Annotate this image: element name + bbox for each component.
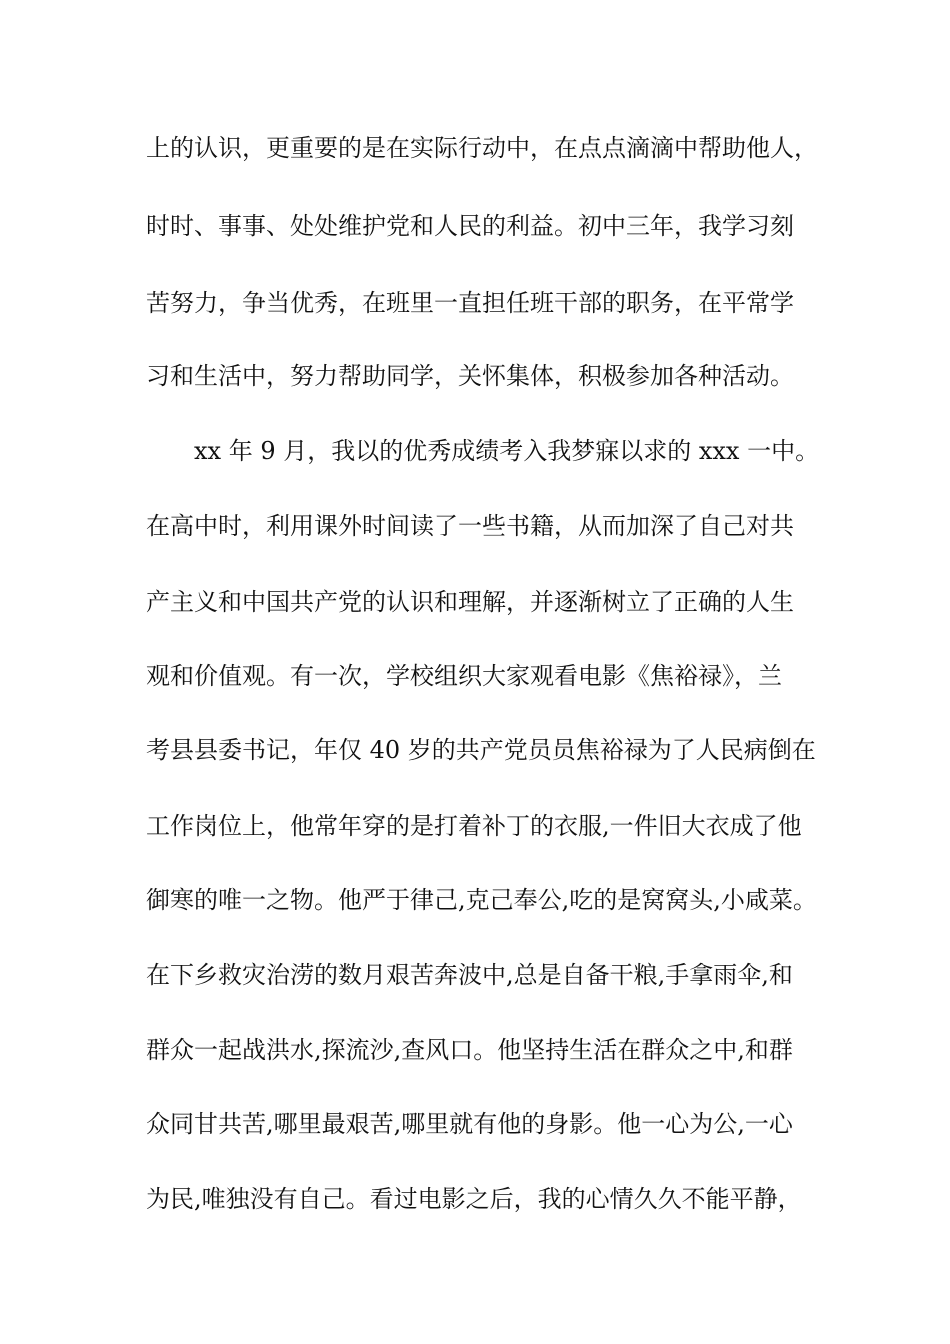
paragraph-line: 群众一起战洪水,探流沙,查风口。他坚持生活在群众之中,和群 <box>146 1036 793 1064</box>
paragraph-line: 习和生活中，努力帮助同学，关怀集体，积极参加各种活动。 <box>146 362 794 390</box>
paragraph-line: 观和价值观。有一次，学校组织大家观看电影《焦裕禄》，兰 <box>146 662 782 690</box>
paragraph-line: 苦努力，争当优秀，在班里一直担任班干部的职务，在平常学 <box>146 289 794 317</box>
paragraph-line: 众同甘共苦,哪里最艰苦,哪里就有他的身影。他一心为公,一心 <box>146 1110 793 1138</box>
paragraph-line: 考县县委书记，年仅 40 岁的共产党员员焦裕禄为了人民病倒在 <box>146 736 816 764</box>
paragraph-line: 工作岗位上，他常年穿的是打着补丁的衣服,一件旧大衣成了他 <box>146 812 802 840</box>
paragraph-line: 产主义和中国共产党的认识和理解，并逐渐树立了正确的人生 <box>146 588 794 616</box>
paragraph-line: 在高中时，利用课外时间读了一些书籍，从而加深了自己对共 <box>146 512 794 540</box>
paragraph-line: 在下乡救灾治涝的数月艰苦奔波中,总是自备干粮,手拿雨伞,和 <box>146 961 793 989</box>
paragraph-line: 御寒的唯一之物。他严于律己,克己奉公,吃的是窝窝头,小咸菜。 <box>146 886 817 914</box>
paragraph-line: 上的认识，更重要的是在实际行动中，在点点滴滴中帮助他人， <box>146 134 818 162</box>
paragraph-line: 为民,唯独没有自己。看过电影之后，我的心情久久不能平静， <box>146 1185 802 1213</box>
paragraph-line: 时时、事事、处处维护党和人民的利益。初中三年，我学习刻 <box>146 212 794 240</box>
paragraph-line: xx 年 9 月，我以的优秀成绩考入我梦寐以求的 xxx 一中。 <box>194 437 820 465</box>
